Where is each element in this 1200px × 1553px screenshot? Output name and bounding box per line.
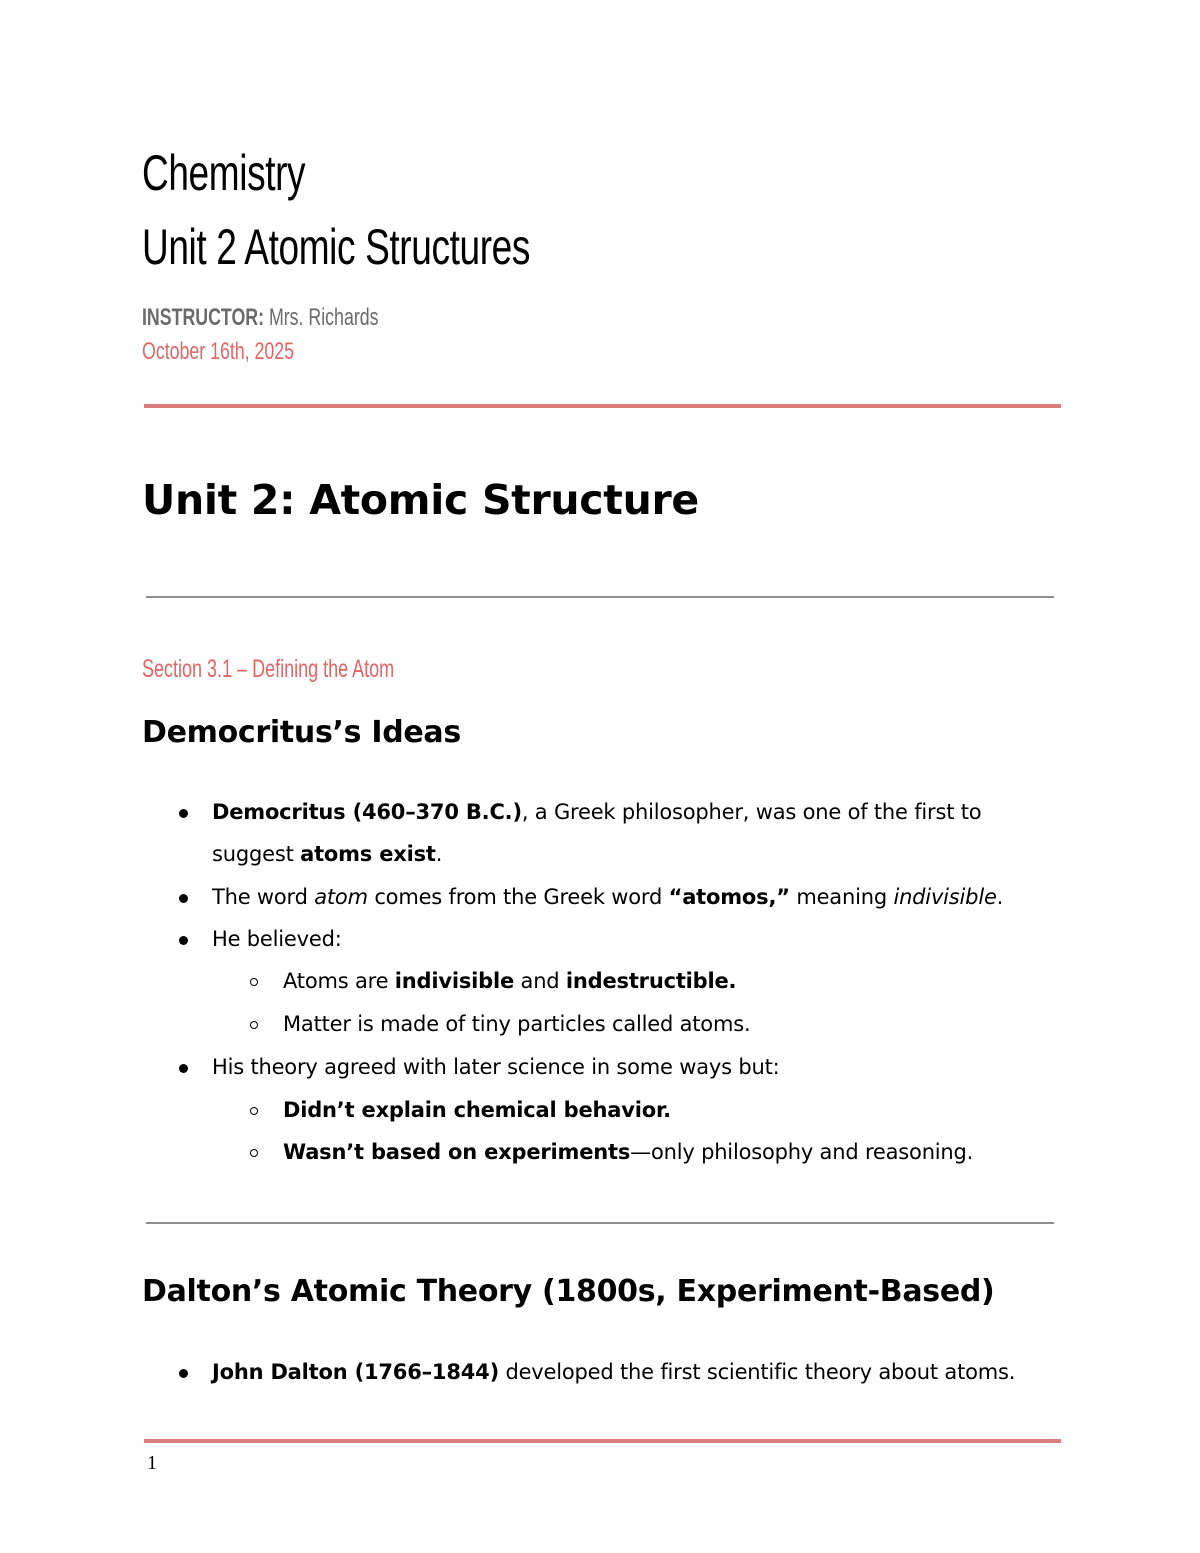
document-subtitle: Unit 2 Atomic Structures <box>142 219 530 275</box>
unit-heading: Unit 2: Atomic Structure <box>142 476 699 524</box>
bold-text: indivisible <box>394 969 515 993</box>
sub-bullet <box>250 1149 258 1157</box>
bullet-dot <box>179 1369 188 1378</box>
bold-text: Wasn’t based on experiments <box>283 1140 631 1164</box>
dalton-heading: Dalton’s Atomic Theory (1800s, Experiment-Based) <box>142 1274 995 1309</box>
document-title: Chemistry <box>142 145 306 201</box>
sub-bullet <box>250 1107 258 1115</box>
text: , a Greek philosopher, was one of the first to <box>521 800 982 824</box>
text: meaning <box>789 885 894 909</box>
sub-list-item <box>283 960 736 1002</box>
text: He believed: <box>212 927 342 951</box>
bullet-dot <box>179 809 188 818</box>
text: The word <box>212 885 315 909</box>
list-item <box>212 1351 1015 1393</box>
bullet-dot <box>179 1064 188 1073</box>
sub-list-item <box>283 1089 671 1131</box>
bullet-dot <box>179 894 188 903</box>
bold-text: Didn’t explain chemical behavior. <box>283 1098 671 1122</box>
bold-text: Democritus (460–370 B.C.) <box>212 800 522 824</box>
democritus-heading: Democritus’s Ideas <box>142 715 461 750</box>
text: . <box>435 842 443 866</box>
document-date: October 16th, 2025 <box>142 338 295 365</box>
text: His theory agreed with later science in some ways but: <box>212 1055 780 1079</box>
text: suggest <box>212 842 301 866</box>
instructor-line <box>142 306 378 330</box>
text: developed the first scientific theory about atoms. <box>498 1360 1016 1384</box>
text: Matter is made of tiny particles called atoms. <box>283 1012 751 1036</box>
instructor-label: INSTRUCTOR: <box>142 304 265 331</box>
header-divider <box>144 404 1061 408</box>
italic-text: atom <box>314 885 368 909</box>
page-number: 1 <box>147 1452 157 1474</box>
instructor-name: Mrs. Richards <box>264 304 379 331</box>
italic-text: indivisible <box>893 885 997 909</box>
text: comes from the Greek word <box>367 885 669 909</box>
bold-text: John Dalton (1766–1844) <box>212 1360 499 1384</box>
list-item <box>212 918 342 960</box>
sub-list-item <box>283 1131 973 1173</box>
text: Atoms are <box>283 969 395 993</box>
section-label: Section 3.1 – Defining the Atom <box>142 655 395 683</box>
list-item <box>212 1046 780 1088</box>
footer-divider <box>144 1439 1061 1443</box>
bold-text: “atomos,” <box>668 885 790 909</box>
bold-text: indestructible. <box>565 969 737 993</box>
text: —only philosophy and reasoning. <box>630 1140 974 1164</box>
text: . <box>996 885 1004 909</box>
list-item <box>212 791 981 833</box>
sub-list-item <box>283 1003 750 1045</box>
sub-bullet <box>250 978 258 986</box>
sub-bullet <box>250 1021 258 1029</box>
bullet-dot <box>179 936 188 945</box>
section-divider <box>146 596 1054 598</box>
list-item <box>212 876 1003 918</box>
list-item-continuation <box>212 833 442 875</box>
text: and <box>514 969 566 993</box>
bold-text: atoms exist <box>300 842 436 866</box>
section-divider <box>146 1222 1054 1224</box>
